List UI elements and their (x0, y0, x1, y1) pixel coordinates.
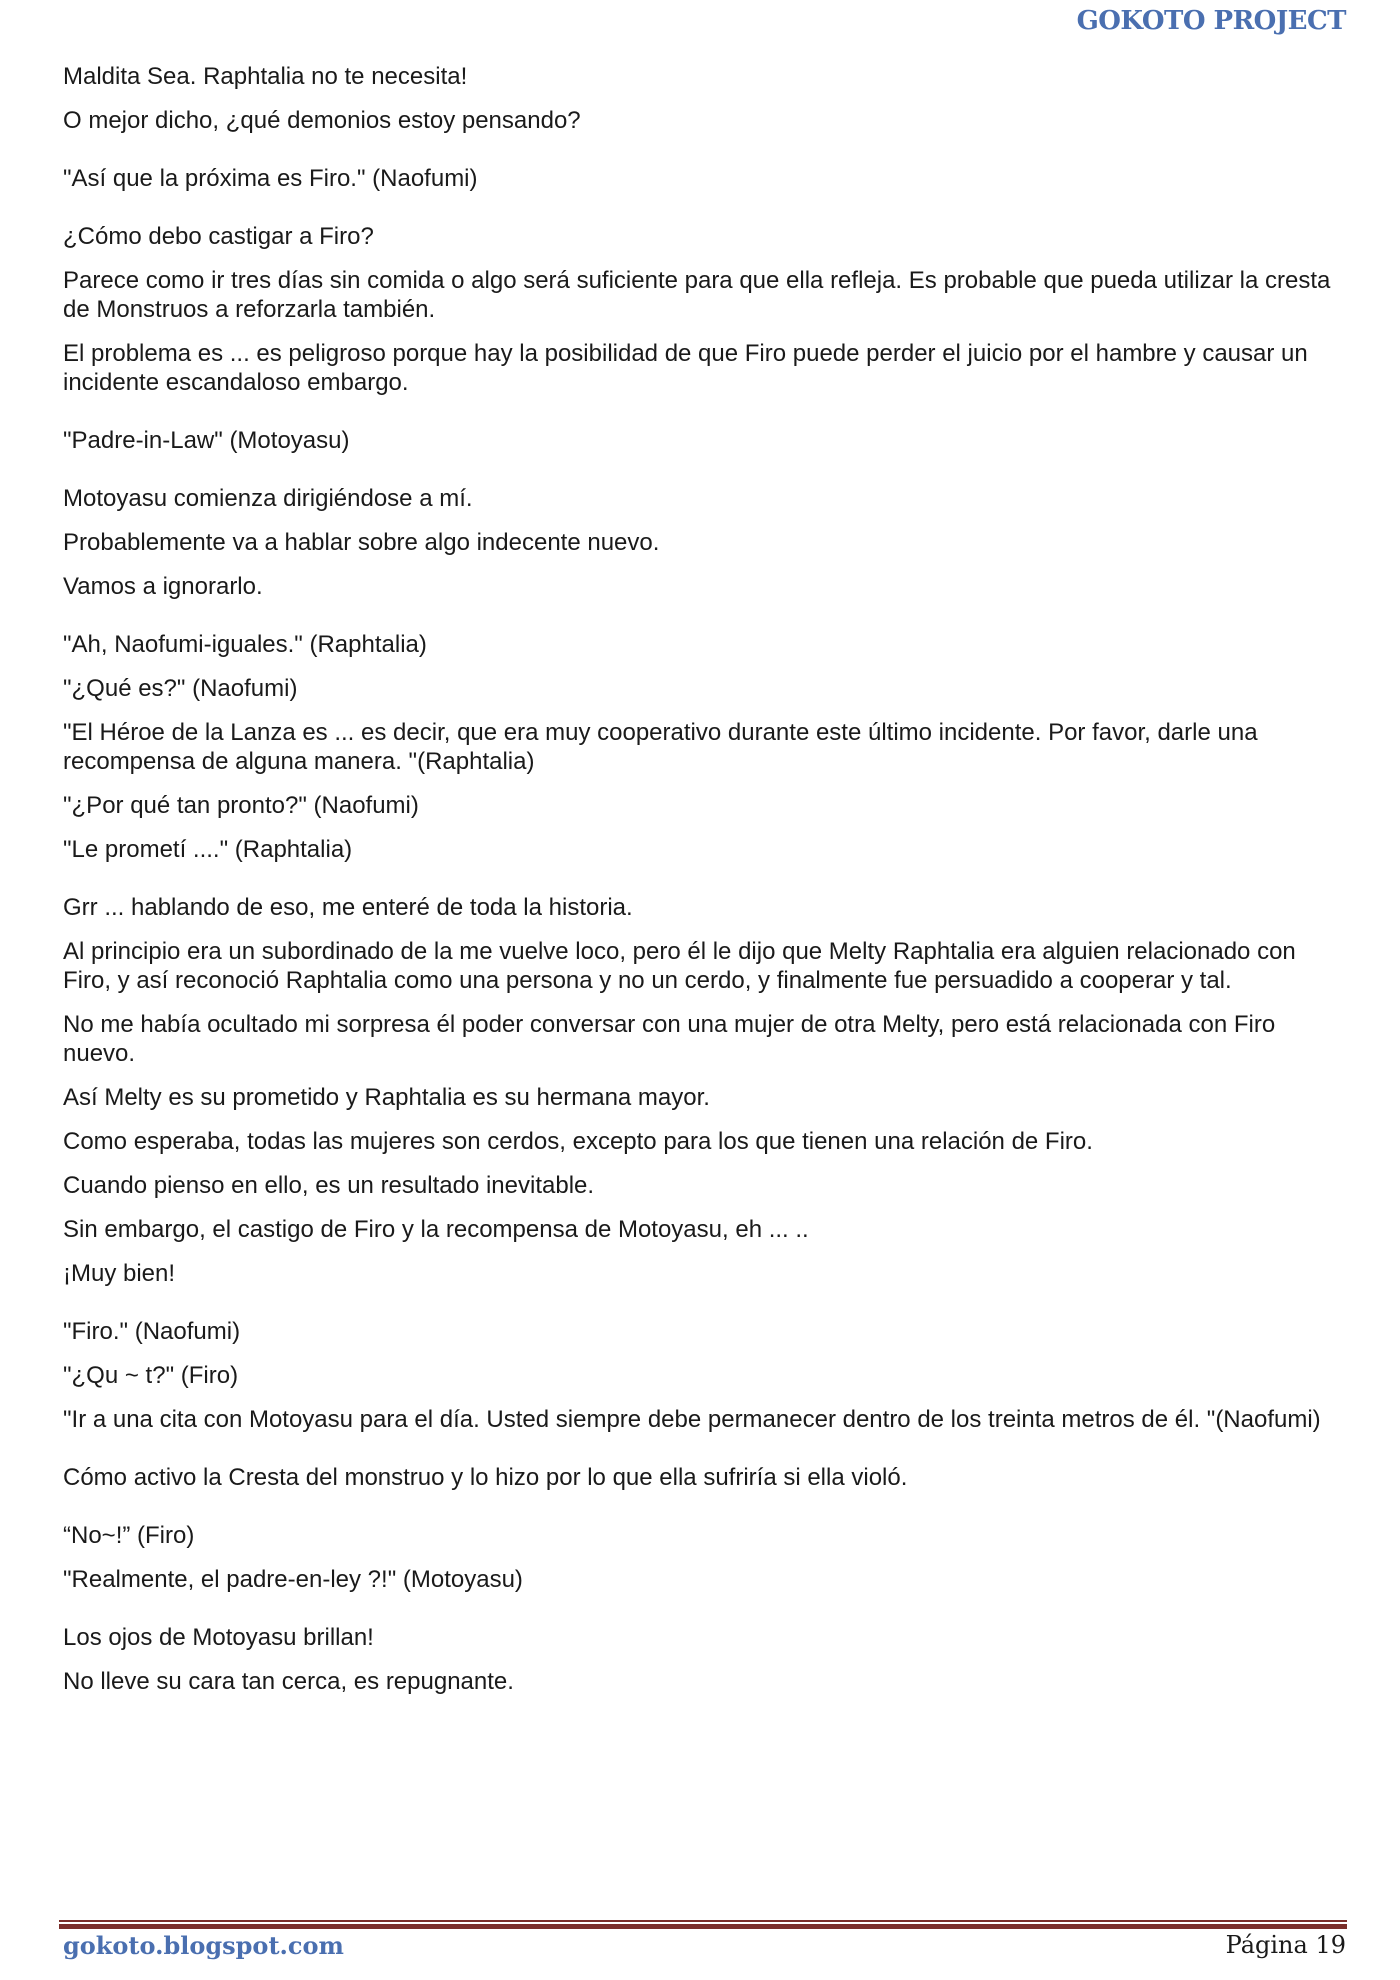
paragraph: Cuando pienso en ello, es un resultado inevitable. (63, 1172, 595, 1199)
paragraph: No lleve su cara tan cerca, es repugnante. (63, 1668, 514, 1695)
paragraph: Grr ... hablando de eso, me enteré de toda la historia. (63, 894, 633, 921)
paragraph: Así Melty es su prometido y Raphtalia es su hermana mayor. (63, 1084, 710, 1111)
paragraph: "Así que la próxima es Firo." (Naofumi) (63, 165, 478, 192)
paragraph: O mejor dicho, ¿qué demonios estoy pensando? (63, 107, 581, 134)
page-number: Página 19 (1225, 1931, 1346, 1959)
paragraph: "Ah, Naofumi-iguales." (Raphtalia) (63, 631, 427, 658)
paragraph: "¿Qu ~ t?" (Firo) (63, 1362, 239, 1389)
paragraph: Al principio era un subordinado de la me vuelve loco, pero él le dijo que Melty Raphtalia era alguien relacionado con Firo, y así reconoció Raphtalia como una persona y no un cerdo, y finalmente fue persuadido a cooperar y tal. (63, 938, 1303, 994)
paragraph: No me había ocultado mi sorpresa él poder conversar con una mujer de otra Melty, pero está relacionada con Firo nuevo. (63, 1011, 1282, 1067)
paragraph: ¿Cómo debo castigar a Firo? (63, 223, 374, 250)
paragraph: "Realmente, el padre-en-ley ?!" (Motoyasu) (63, 1566, 523, 1593)
paragraph: Parece como ir tres días sin comida o algo será suficiente para que ella refleja. Es probable que pueda utilizar la cresta de Monstruos a reforzarla también. (63, 267, 1338, 323)
paragraph: ¡Muy bien! (63, 1260, 176, 1287)
paragraph: "¿Qué es?" (Naofumi) (63, 675, 298, 702)
footer-rule-thin (59, 1920, 1347, 1922)
paragraph: Los ojos de Motoyasu brillan! (63, 1624, 374, 1651)
header-brand: GOKOTO PROJECT (1076, 6, 1346, 36)
paragraph: "Firo." (Naofumi) (63, 1318, 241, 1345)
paragraph: Cómo activo la Cresta del monstruo y lo hizo por lo que ella sufriría si ella violó. (63, 1464, 908, 1491)
paragraph: "Padre-in-Law" (Motoyasu) (63, 427, 350, 454)
paragraph: Como esperaba, todas las mujeres son cerdos, excepto para los que tienen una relación de Firo. (63, 1128, 1093, 1155)
paragraph: Sin embargo, el castigo de Firo y la recompensa de Motoyasu, eh ... .. (63, 1216, 809, 1243)
paragraph: El problema es ... es peligroso porque hay la posibilidad de que Firo puede perder el juicio por el hambre y causar un incidente escandaloso embargo. (63, 340, 1315, 396)
paragraph: Probablemente va a hablar sobre algo indecente nuevo. (63, 529, 660, 556)
paragraph: Motoyasu comienza dirigiéndose a mí. (63, 485, 473, 512)
footer-rule-thick (59, 1924, 1347, 1929)
paragraph: "Ir a una cita con Motoyasu para el día. Usted siempre debe permanecer dentro de los treinta metros de él. "(Naofumi) (63, 1406, 1321, 1433)
footer-site-link[interactable]: gokoto.blogspot.com (63, 1931, 344, 1960)
paragraph: Maldita Sea. Raphtalia no te necesita! (63, 63, 468, 90)
document-body (63, 62, 1348, 1711)
paragraph: "¿Por qué tan pronto?" (Naofumi) (63, 792, 419, 819)
paragraph: "El Héroe de la Lanza es ... es decir, que era muy cooperativo durante este último incidente. Por favor, darle una recompensa de alguna manera. "(Raphtalia) (63, 719, 1265, 775)
paragraph: "Le prometí ...." (Raphtalia) (63, 836, 353, 863)
paragraph: Vamos a ignorarlo. (63, 573, 263, 600)
paragraph: “No~!” (Firo) (63, 1522, 195, 1549)
